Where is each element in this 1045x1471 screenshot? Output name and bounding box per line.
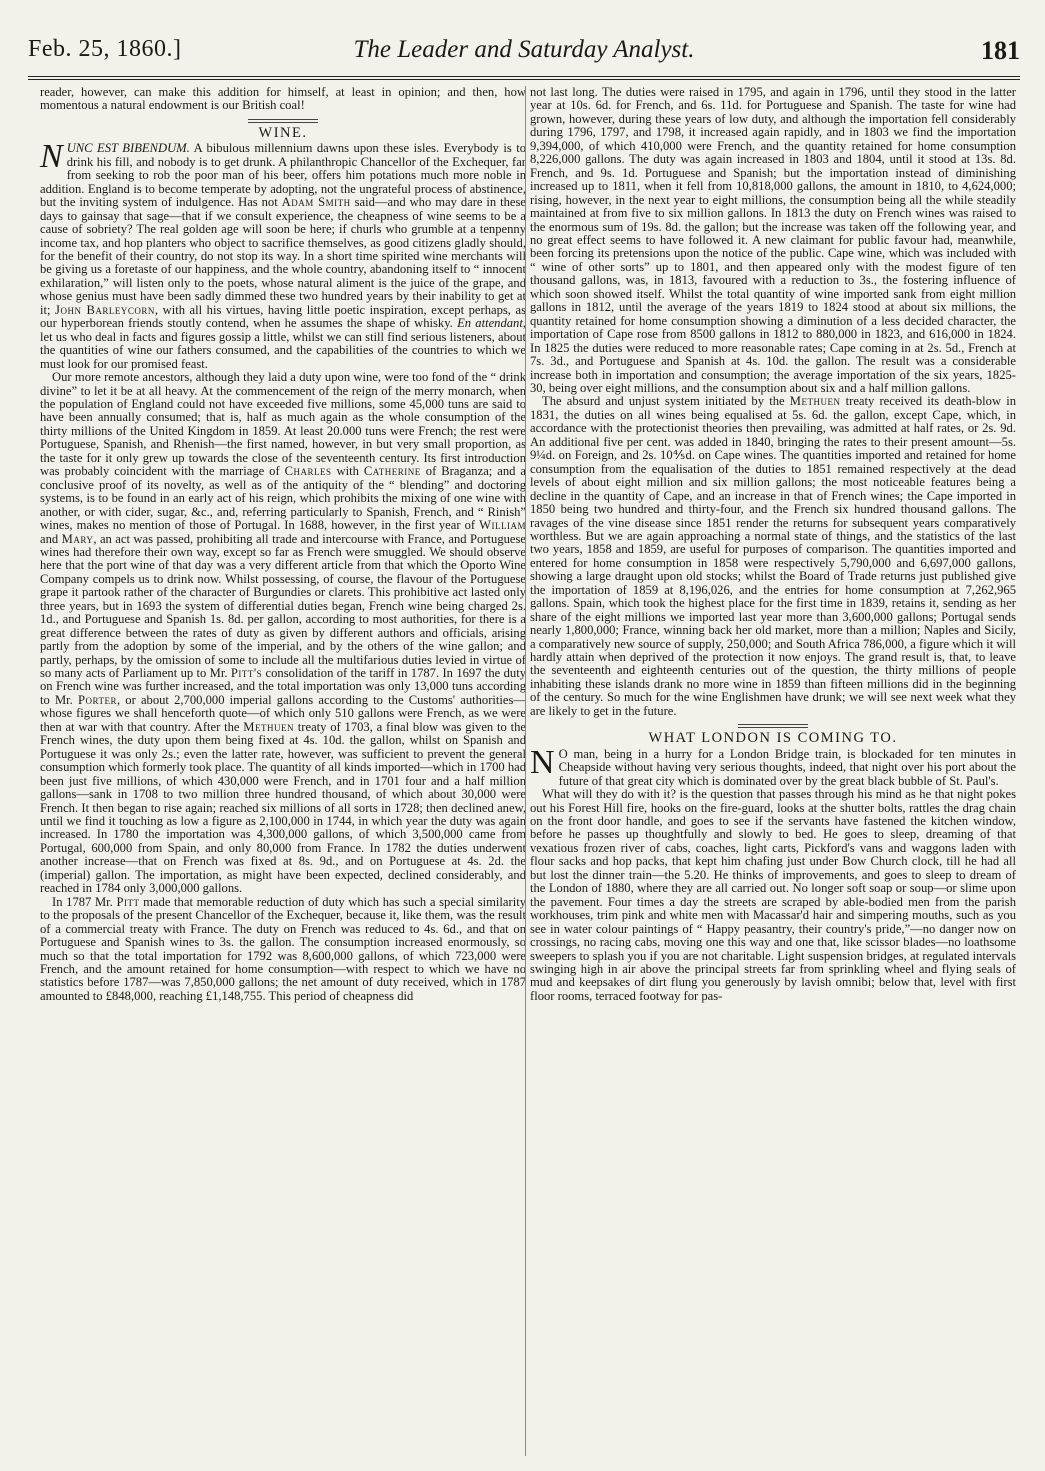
section-divider: [738, 724, 808, 728]
london-heading: WHAT LONDON IS COMING TO.: [648, 730, 898, 747]
lead-phrase: UNC EST BIBENDUM.: [66, 141, 190, 156]
wine-paragraph-5: The absurd and unjust system initiated by the Methuen treaty received its death-blow in 1831, the duties on all wines being equalised at 5s. 6d. the gallon, except Cape, which, in accordance with the protectionist theories then prevailing, was admitted at half rates, or 2s. 9d. An additional five per cent. was added in 1840, bringing the rates to their present amount—5s. 9¼d. on Foreign, and 2s. 10⅘d. on Cape wines. The quantities imported and retained for home consumption from the equalisation of the duties to 1851 remained respectively at the dead levels of about eight million and six million gallons; the most noticeable features being a decline in the quantity of Cape, and an increase in that of French wines; the Cape imported in 1850 being two hundred and thirty-four, and the French six hundred thousand gallons. The ravages of the vine disease since 1851 render the returns for subsequent years comparatively worthless. But we are again approaching a normal state of things, and the statistics of the last two years, 1858 and 1859, are useful for purposes of comparison. The quantities imported and entered for home consumption in 1858 were respectively 5,790,000 and 6,697,000 gallons, showing a large draught upon old stocks; whilst the Board of Trade returns just published give the importation of 1859 at 8,196,026, and the entries for home consumption at 7,262,965 gallons. Spain, which took the highest place for the first time in 1839, retains it, sending as her share of the eight millions we imported last year more than 3,600,000 gallons; Portugal sends nearly 1,800,000; France, winning back her old market, more than a million; Naples and Sicily, a comparatively new source of supply, 250,000; and South Africa 786,000, a figure which it will hardly attain when deprived of the protection it now enjoys. The grand result is, that, to leave the seventeenth and eighteenth centuries out of the question, the thirty millions of people inhabiting these islands drank no more wine in 1859 than fifteen millions did in the beginning of the century. So much for the wine Englishmen have drunk; we will see next week what they are likely to get in the future.: [530, 394, 1017, 718]
section-divider: [248, 119, 318, 123]
publication-title: The Leader and Saturday Analyst.: [353, 36, 695, 63]
column-rule: [525, 86, 526, 1456]
intro-paragraph: reader, however, can make this addition for himself, at least in opinion; and then, how momentous a natural endowment is our British coal!: [40, 85, 526, 113]
name-john-barleycorn: John Barleycorn: [55, 302, 155, 317]
drop-cap: N: [40, 138, 63, 176]
drop-cap: N: [530, 743, 555, 781]
running-header: [28, 36, 1020, 76]
issue-date: Feb. 25, 1860.]: [28, 36, 182, 62]
page-number: 181: [981, 36, 1020, 65]
header-rule: [28, 76, 1020, 77]
london-paragraph-2: What will they do with it? is the question that passes through his mind as he that night pokes out his Forest Hill fire, hooks on the fire-guard, looks at the shutter bolts, rattles the drag chain on the front door handle, and goes to see if the servants have fastened the kitchen window, before he passes up thoughtfully and slowly to bed. He goes to sleep, dreaming of that vexatious frozen river of cabs, coaches, light carts, Pickford's vans and waggons laden with flour sacks and hop packs, that kept him chafing just under Bow Church clock, till he had all but lost the dinner train—the 5.20. He thinks of improvements, and goes to sleep to dream of the London of 1880, where they are all carried out. No longer soft soap or soup—or slime upon the pavement. Four times a day the streets are scraped by able-bodied men from the parish workhouses, trim pink and white men with Macassar'd hair and simpering mouths, such as you see in water colour paintings of “ Happy peasantry, their country's pride,”—no danger now on crossings, no racing cabs, moving one this way and one that, like scissor blades—no loathsome sweepers to splash you if you are not charitable. Light suspension bridges, at regulated intervals swinging high in air above the principal streets far from sprinkling wheel and flying seals of mud and keepsakes of dirt flung you generously by lavish omnibi; below that, level with first floor rooms, terraced footway for pas-: [530, 787, 1016, 1003]
london-paragraph-1: N O man, being in a hurry for a London Bridge train, is blockaded for ten minutes in Cheapside without having very serious thoughts, indeed, that night over his port about the future of that great city which is dominated over by the great black bubble of St. Paul's.: [530, 743, 1016, 788]
wine-paragraph-3: In 1787 Mr. Pitt made that memorable reduction of duty which has such a special similarity to the proposals of the present Chancellor of the Exchequer, because it, like them, was the result of a commercial treaty with France. The duty on French was reduced to 4s. 6d., and that on Portuguese and Spanish wines to 3s. the gallon. The consumption increased enormously, so much so that the total importation for 1792 was 8,600,000 gallons, of which 723,000 were French, and the amount retained for home consumption—with respect to which we have no statistics before 1787—was 7,850,000 gallons; the net amount of duty received, which in 1787 amounted to £848,000, reaching £1,148,755. This period of cheapness did: [40, 894, 527, 1003]
wine-paragraph-1: NUNC EST BIBENDUM. A bibulous millennium dawns upon these isles. Everybody is to drink his fill, and nobody is to get drunk. A philanthropic Chancellor of the Exchequer, far from seeking to rob the poor man of his beer, offers him potations much more noble in addition. England is to become temperate by adopting, not the ungrateful process of abstinence, but the inviting system of indulgence. Has not Adam Smith said—and who may dare in these days to gainsay that sage—that if we consult experience, the cheapness of wine seems to be a cause of sobriety? The real golden age will soon be here; if churls who grumble at a tenpenny income tax, and hop planters who object to sacrifice themselves, as good citizens gladly should, for the benefit of their country, do not stop its way. In a short time spirited wine merchants will be giving us a foretaste of our happiness, and the whole country, abandoning itself to “ innocent exhilaration,” will listen only to the poets, whose natural aliment is the juice of the grape, and whose genius must have been sadly dimmed these two hundred years by their inability to get at it; John Barleycorn, with all his virtues, having little poetic inspiration, except perhaps, as our hyperborean friends stoutly contend, when he assumes the shape of whisky. En attendant, let us who deal in facts and figures gossip a little, whilst we can still find serious listeners, about the quantities of wine our fathers consumed, and the capabilities of the countries to which we must look for our promised feast.: [40, 138, 527, 371]
name-adam-smith: Adam Smith: [281, 195, 351, 210]
wine-paragraph-4: not last long. The duties were raised in 1795, and again in 1796, until they stood in the latter year at 10s. 6d. for French, and 6s. 11d. for Portuguese and Spanish. The taste for wine had grown, however, during these years of low duty, and although the importation fell considerably during 1796, 1797, and 1798, it increased again rapidly, and in 1803 we find the importation 9,394,000, of which 410,000 were French, and the quantity retained for home consumption 8,226,000 gallons. The duty was again increased in 1803 and 1804, until it stood at 13s. 8d. French, and 9s. 1d. Portuguese and Spanish; but the importation instead of diminishing increased up to 1811, when it fell from 10,818,000 gallons, the amount in 1810, to 4,624,000; rising, however, in the next year to eight millions, the consumption being all the while steadily maintained at from five to six million gallons. In 1813 the duty on French wines was raised to the enormous sum of 19s. 8d. the gallon; but the increase was taken off the following year, and no great effect seems to have followed it. A new claimant for public favour had, meanwhile, been forcing its pretensions upon the notice of the public. Cape wine, which was included with “ wine of other sorts” up to 1801, and then appeared only with the modest figure of ten thousand gallons, was, in 1813, favoured with a reduction to 3s., the fostering influence of which soon showed itself. Whilst the total quantity of wine imported sank from eight million gallons in 1812, until the average of the years 1819 to 1824 stood at about six millions, the quantity retained for home consumption showing a diminution of a less decided character, the importation of Cape rose from 8500 gallons in 1812 to 880,000 in 1823, and 616,000 in 1824. In 1825 the duties were reduced to more reasonable rates; Cape coming in at 2s. 5d., French at 7s. 3d., and Portuguese and Spanish at 4s. 10d. the gallon. The result was a considerable increase both in importation and consumption; the average importation of the six years, 1825-30, being over eight millions, and the consumption about six and a half million gallons.: [530, 85, 1016, 395]
right-column: [530, 86, 1016, 1003]
left-column: [40, 86, 526, 1003]
phrase-en-attendant: En attendant: [457, 316, 523, 331]
header-rule-double: [28, 79, 1020, 80]
wine-paragraph-2: Our more remote ancestors, although they laid a duty upon wine, were too fond of the “ drink divine” to let it be at all heavy. At the commencement of the reign of the merry monarch, when the population of England could not have exceeded five millions, some 45,000 tuns are said to have been annually consumed; that is, half as much again as the whole consumption of the thirty millions of the United Kingdom in 1859. At least 20.000 tuns were French; the rest were Portuguese, Spanish, and Rhenish—the first named, however, in but very small proportion, as the taste for it only grew up towards the close of the seventeenth century. Its first introduction was probably coincident with the marriage of Charles with Catherine of Braganza; and a conclusive proof of its novelty, as well as of the antiquity of the “ blending” and doctoring systems, is to be found in an early act of his reign, which prohibits the mixing of one wine with another, or with cider, sugar, &c., and, referring particularly to Spanish, French, and “ Rinish” wines, makes no mention of those of Portugal. In 1688, however, in the first year of William and Mary, an act was passed, prohibiting all trade and intercourse with France, and Portuguese wines had therefore their own way, except so far as French were smuggled. We should observe here that the port wine of that day was a very different article from that which the Oporto Wine Company compels us to drink now. Whilst possessing, of course, the flavour of the Portuguese grape it partook rather of the character of Burgundies or clarets. This prohibitive act lasted only three years, but in 1693 the system of differential duties began, French wine being charged 2s. 1d., and Portuguese and Spanish 1s. 8d. per gallon, according to most authorities, for there is a great difference between the rates of duty as given by different authors and officials, arising partly from the adoption by some of the imperial, and by the others of the wine gallon; and partly, perhaps, by the omission of some to include all the multifarious duties levied in virtue of so many acts of Parliament up to Mr. Pitt's consolidation of the tariff in 1787. In 1697 the duty on French wine was further increased, and the total importation was only 13,000 tuns according to Mr. Porter, or about 2,700,000 imperial gallons according to the Customs' authorities—whose figures we shall henceforth quote—of which only 510 gallons were French, as we were then at war with that country. After the Methuen treaty of 1703, a final blow was given to the French wines, the duty upon them being fixed at 4s. 10d. the gallon, whilst on Spanish and Portuguese it was only 2s.; even the latter rate, however, was sufficient to prevent the general consumption which formerly took place. The quantity of all kinds imported—which in 1700 had been just five millions, of which 430,000 were French, and in 1701 four and a half million gallons—sank in 1708 to two million three hundred thousand, of which about 30,000 were French. It then began to rise again; reached six millions of all sorts in 1728; then declined anew, until we find it touching as low a figure as 2,100,000 in 1744, in which year the duty was again increased. In 1780 the importation was 4,300,000 gallons, of which 3,500,000 came from Portugal, 600,000 from Spain, and only 80,000 from France. In 1782 the duties underwent another increase—that on French was fixed at 8s. 9d., and on Portuguese at 4s. 2d. the (imperial) gallon. The importation, as might have been expected, declined considerably, and reached in 1784 only 3,000,000 gallons.: [40, 370, 527, 896]
wine-heading: WINE.: [258, 124, 308, 141]
